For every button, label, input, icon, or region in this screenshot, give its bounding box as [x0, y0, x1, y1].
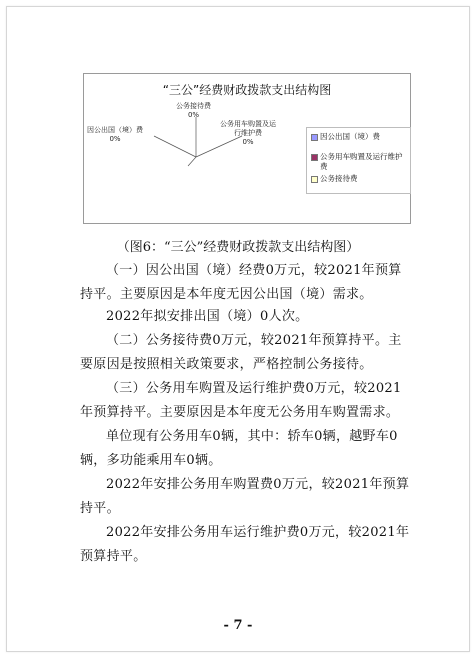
paragraph: （三）公务用车购置及运行维护费0万元，较2021年预算持平。主要原因是本年度无公务用车购置需求。: [80, 381, 402, 420]
chart-legend: [306, 127, 411, 194]
paragraph: 单位现有公务用车0辆，其中：轿车0辆，越野车0辆，多功能乘用车0辆。: [80, 429, 398, 468]
slice-pct: 0%: [242, 138, 254, 146]
paragraph: 2022年安排公务用车运行维护费0万元，较2021年预算持平。: [80, 525, 410, 564]
slice-pct: 0%: [109, 135, 121, 143]
leader-line-tail: [188, 157, 196, 166]
legend-item: [311, 152, 409, 172]
slice-label-overseas: [87, 126, 143, 144]
leader-line-overseas: [154, 136, 196, 157]
slice-name: 因公出国（境）费: [87, 126, 143, 134]
paragraph: 2022年拟安排出国（境）0人次。: [106, 309, 309, 324]
paragraph: （二）公务接待费0万元，较2021年预算持平。主要原因是按照相关政策要求，严格控制公务接待。: [80, 333, 402, 372]
slice-name: 公务接待费: [176, 102, 211, 110]
chart-title: “三公”经费财政拨款支出结构图: [162, 83, 332, 97]
pie-chart: [83, 73, 411, 224]
legend-swatch: [311, 134, 318, 141]
slice-name: 公务用车购置及运: [220, 120, 276, 128]
paragraph: （一）因公出国（境）经费0万元，较2021年预算持平。主要原因是本年度无因公出国（境）需求。: [80, 263, 402, 302]
legend-item: [311, 132, 380, 142]
figure-caption: （图6：“三公”经费财政拨款支出结构图）: [116, 240, 360, 255]
paragraph: 2022年安排公务用车购置费0万元，较2021年预算持平。: [80, 477, 410, 516]
slice-label-vehicle: [220, 120, 276, 147]
legend-label: 公务接待费: [320, 174, 358, 183]
slice-label-reception: [176, 102, 211, 120]
page-number: - 7 -: [223, 618, 253, 633]
legend-label: 因公出国（境）费: [320, 132, 380, 141]
legend-swatch: [311, 176, 318, 183]
legend-item: [311, 174, 358, 184]
slice-name-line2: 行维护费: [234, 129, 262, 137]
legend-swatch: [311, 154, 318, 161]
slice-pct: 0%: [187, 111, 200, 119]
legend-label: 公务用车购置及运行维护费: [320, 152, 403, 171]
